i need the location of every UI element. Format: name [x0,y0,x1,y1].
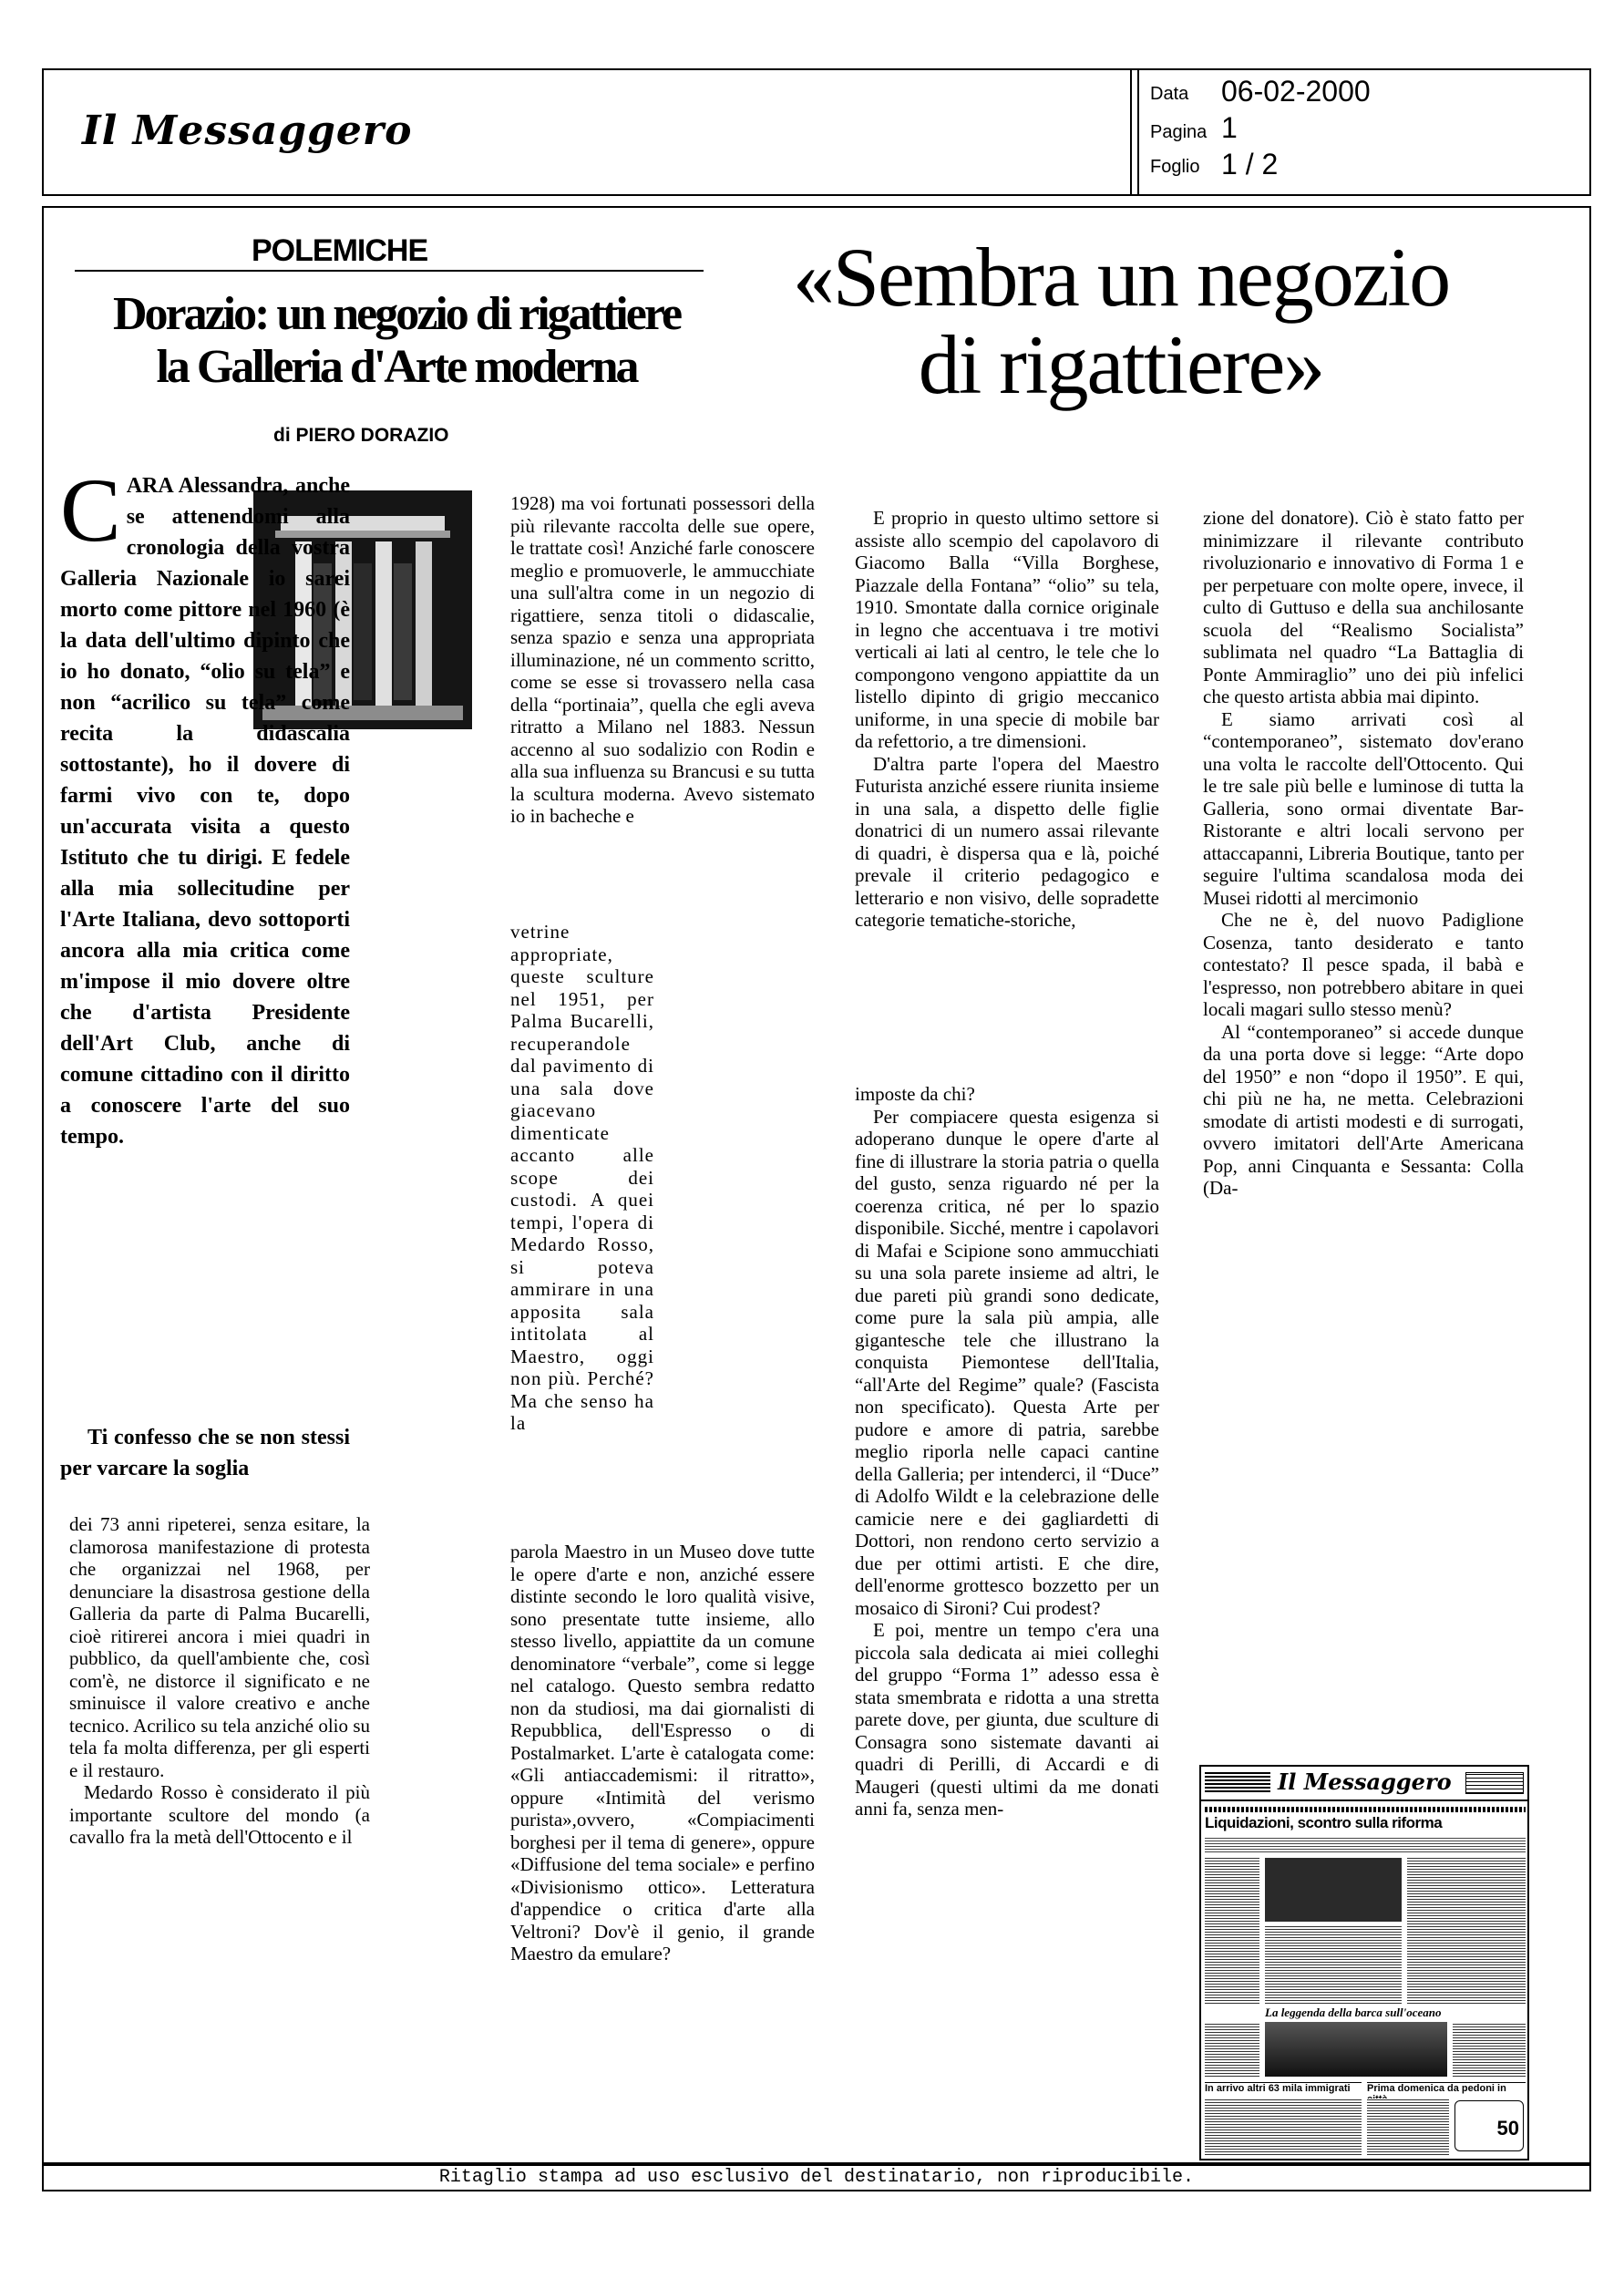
thumb-photo-2 [1265,2022,1447,2077]
col4-p2: E siamo arrivati così al “contemporaneo”, sistemato dov'erano una volta le raccolte dell'Ottocento. Qui le tre sale più belle e luminose di tutta la Galleria, sono ormai diventate Bar-Ristorante e altri locali servono per attaccapanni, Libreria Boutique, tanto per seguire l'ultima scandalosa moda dei Musei ridotti al mercimonio [1203,707,1524,909]
front-page-thumbnail [1199,1765,1529,2160]
newspaper-logo: Il Messaggero [82,108,413,154]
column-1-body [69,1513,370,1849]
thumb-left-ear [1205,1772,1270,1792]
col4-p3: Che ne è, del nuovo Padiglione Cosenza, tanto desiderato e tanto contestato? Il pesce spada, il babà e l'espresso, non potrebbero abitare in quei locali magari sullo stesso menù? [1203,909,1524,1020]
masthead-divider-inner [1137,70,1139,194]
thumb-price: 50 [1496,2117,1519,2140]
thumb-logo: Il Messaggero [1278,1769,1452,1795]
col4-p4: Al “contemporaneo” si accede dunque da una porta dove si legge: “Arte dopo del 1950” e non “dopo il 1950”. E qui, chi più ne ha, ne metta. Celebrazioni smodate di artisti modesti e di surrogati, ovvero imitatori dell'Arte Americana Pop, anni Cinquanta e Sessanta: Colla (Da- [1203,1020,1524,1199]
column-2-narrow [510,921,654,1435]
col1-body-p1: dei 73 anni ripeterei, senza esitare, la clamorosa manifestazione di protesta che organizzai nel 1968, per denunciare la disastrosa gestione della Galleria da parte di Palma Bucarelli, cioè ritirerei ancora i miei quadri in pubblico, da quell'ambiente che, così com'è, ne distorce il significato e ne sminuisce il valore creativo e anche tecnico. Acrilico su tela anziché olio su tela fa molta differenza, per gli esperti e il restauro. [69,1513,370,1781]
thumb-kicker [1205,1807,1526,1812]
headline-main-line-2: di rigattiere» [918,318,1324,411]
thumb-photo-1 [1265,1858,1402,1922]
headline-left-line-1: Dorazio: un negozio di rigattiere [112,288,681,340]
column-1-lead-end [60,1422,350,1484]
data-label: Data [1150,84,1189,104]
masthead-divider [1130,70,1132,194]
col3-p3: imposte da chi? [855,1083,975,1105]
footer-notice: Ritaglio stampa ad uso esclusivo del destinatario, non riproducibile. [42,2164,1591,2191]
col1-body-p2: Medardo Rosso è considerato il più importante scultore del mondo (a cavallo fra la metà dell'Ottocento e il [69,1781,370,1848]
col3-p4: Per compiacere questa esigenza si adoperano dunque le opere d'arte al fine di illustrare la storia patria o quella del gusto, senza riguardo né per la coerenza critica, né per lo spazio disponibile. Sicché, mentre i capolavori di Mafai e Scipione sono ammucchiati su una sola parete insieme ad altri, le due pareti più grandi sono dedicate, come pure la sala più ampia, alle gigantesche tele che illustrano la conquista Piemontese dell'Italia, “all'Arte del Regime” quale? (Fascista non specificato). Questa Arte per pudore e amore di patria, sarebbe meglio riporla nelle capaci cantine della Galleria; per intenderci, il “Duce” di Adolfo Wildt e la celebrazione delle camicie nere e dei gagliardetti di Dottori, non rendono certo servizio a due per ottimi artisti. E che dire, dell'enorme grottesco bozzetto per un mosaico di Sironi? Cui prodest? [855,1105,1159,1619]
headline-left [82,288,711,394]
drop-cap: C [60,459,121,561]
thumb-caption: La leggenda della barca sull'oceano [1265,2006,1442,2019]
rubric-rule [75,270,704,272]
thumb-price-box [1454,2100,1524,2151]
thumb-column-right-2 [1453,2022,1526,2077]
thumb-subhead [1205,1836,1526,1852]
headline-left-line-2: la Galleria d'Arte moderna [156,341,637,393]
foglio-value: 1 / 2 [1221,148,1279,180]
column-3-lower [855,1083,1159,1820]
thumb-right-ear [1465,1772,1524,1794]
thumb-bottom-left-headline: In arrivo altri 63 mila immigrati [1205,2082,1362,2094]
thumb-column-left-2 [1205,2022,1259,2077]
col3-p5: E poi, mentre un tempo c'era una piccola sala dedicata ai miei colleghi del gruppo “Forma 1” adesso essa è stata smembrata e ridotta a una stretta parete dove, per giunta, due sculture di Consagra sono sistemate davanti ai quadri di Perilli, di Accardi e di Maugeri (questi ultimi da me donati anni fa, senza men- [855,1619,1159,1820]
thumb-header [1201,1767,1527,1801]
column-2-bottom [510,1541,815,1965]
data-value: 06-02-2000 [1221,75,1371,108]
photo-spacer [253,490,490,755]
thumb-bottom-left-text [1205,2099,1362,2155]
col4-p1: zione del donatore). Ciò è stato fatto per minimizzare il rilevante contributo rivoluzionario e innovativo di Forma 1 e per perpetuare con molte opere, invece, il culto di Guttuso e della sua anchilosante scuola del “Realismo Socialista” sublimata nel quadro “La Battaglia di Ponte Ammiraglio” uno dei più infelici che questo artista abbia mai dipinto. [1203,507,1524,707]
thumb-headline: Liquidazioni, scontro sulla riforma [1205,1814,1443,1831]
column-2-top [510,492,815,828]
thumb-bottom-right-headline: Prima domenica da pedoni in [1367,2082,1526,2105]
pagina-label: Pagina [1150,122,1208,142]
lead-paragraph: ARA Alessandra, anche se attenendomi alla cronologia della vostra Galleria Nazionale io sarei morto come pittore nel 1960 (è la data dell'ultimo dipinto che io ho donato, “olio su tela” e non “acrilico su tela” come recita la didascalia sottostante), ho il dovere di farmi vivo con te, dopo un'accurata visita a questo Istituto che tu dirigi. E fedele alla mia sollecitudine per l'Arte Italiana, devo sottoporti ancora alla mia critica come m'impose il mio dovere oltre che d'artista Presidente dell'Art Club, anche di comune cittadino con il diritto a conoscere l'arte del suo tempo. [60,474,350,1149]
byline: di PIERO DORAZIO [273,425,449,446]
col2-bottom-text: parola Maestro in un Museo dove tutte le opere d'arte e non, anziché essere distinte secondo le loro qualità visive, sono presentate tutte insieme, allo stesso livello, appiattite da un comune denominatore “verbale”, come si legge nel catalogo. Questo sembra redatto non da studiosi, ma dai giornalisti di Repubblica, dell'Espresso o di Postalmarket. L'arte è catalogata come: «Gli antiaccademismi: il ritratto», oppure «Intimità del verismo purista»,ovvero, «Compiacimenti borghesi per il tema di genere», oppure «Diffusione del tema sociale» e perfino «Divisionismo ottico». Letteratura d'appendice o critica d'arte alla Veltroni? Dov'è il genio, il grande Maestro da emulare? [510,1541,815,1964]
thumb-bottom-right-text [1367,2099,1449,2155]
col2-top-text: 1928) ma voi fortunati possessori della più rilevante raccolta delle sue opere, le trattate così! Anziché farle conoscere meglio e promuoverle, le ammucchiate una sull'altra come in un negozio di rigattiere, senza titoli o didascalie, senza spazio e senza una appropriata illuminazione, né un commento scritto, come se esse si trovassero nella casa della “portinaia”, quella che egli aveva ritratto a Milano nel 1883. Nessun accenno al suo sodalizio con Rodin e alla sua influenza su Brancusi e su tutta la scultura moderna. Avevo sistemato io in bacheche e [510,492,815,827]
col2-narrow-text: vetrine appropriate, queste sculture nel 1951, per Palma Bucarelli, recuperandole dal pavimento di una sala dove giacevano dimenticate accanto alle scope dei custodi. A quei tempi, l'opera di Medardo Rosso, si poteva ammirare in una apposita sala intitolata al Maestro, oggi non più. Perché? Ma che senso ha la [510,921,654,1434]
lead-paragraph-2: Ti confesso che se non stessi per varcare la soglia [60,1426,350,1480]
headline-main-line-1: «Sembra un negozio [792,231,1450,324]
thumb-column-mid [1265,1925,1402,2004]
headline-main [711,231,1531,411]
section-rubric: POLEMICHE [252,233,428,268]
col3-p2: D'altra parte l'opera del Maestro Futurista anziché essere riunita insieme in una sala, a dispetto delle figlie donatrici di un numero assai rilevante di quadri, è dispersa qua e là, poiché prevale il criterio pedagogico e letterario e non visivo, delle sopradette categorie tematiche-storiche, [855,752,1159,931]
thumb-column-left [1205,1858,1259,2004]
column-3 [855,507,1159,932]
column-4 [1203,507,1524,1200]
pagina-value: 1 [1221,111,1238,144]
thumb-column-right [1407,1858,1526,2004]
col3-p1: E proprio in questo ultimo settore si assiste allo scempio del capolavoro di Giacomo Balla “Villa Borghese, Piazzale della Fontana” “olio” su tela, 1910. Smontate dalla cornice originale in legno che accentuava i tre motivi verticali ai lati al centro, le tele che lo compongono vengono appiattite da un listello dipinto di grigio meccanico uniforme, in una specie di mobile bar da refettorio, a tre dimensioni. [855,507,1159,752]
foglio-label: Foglio [1150,157,1200,177]
